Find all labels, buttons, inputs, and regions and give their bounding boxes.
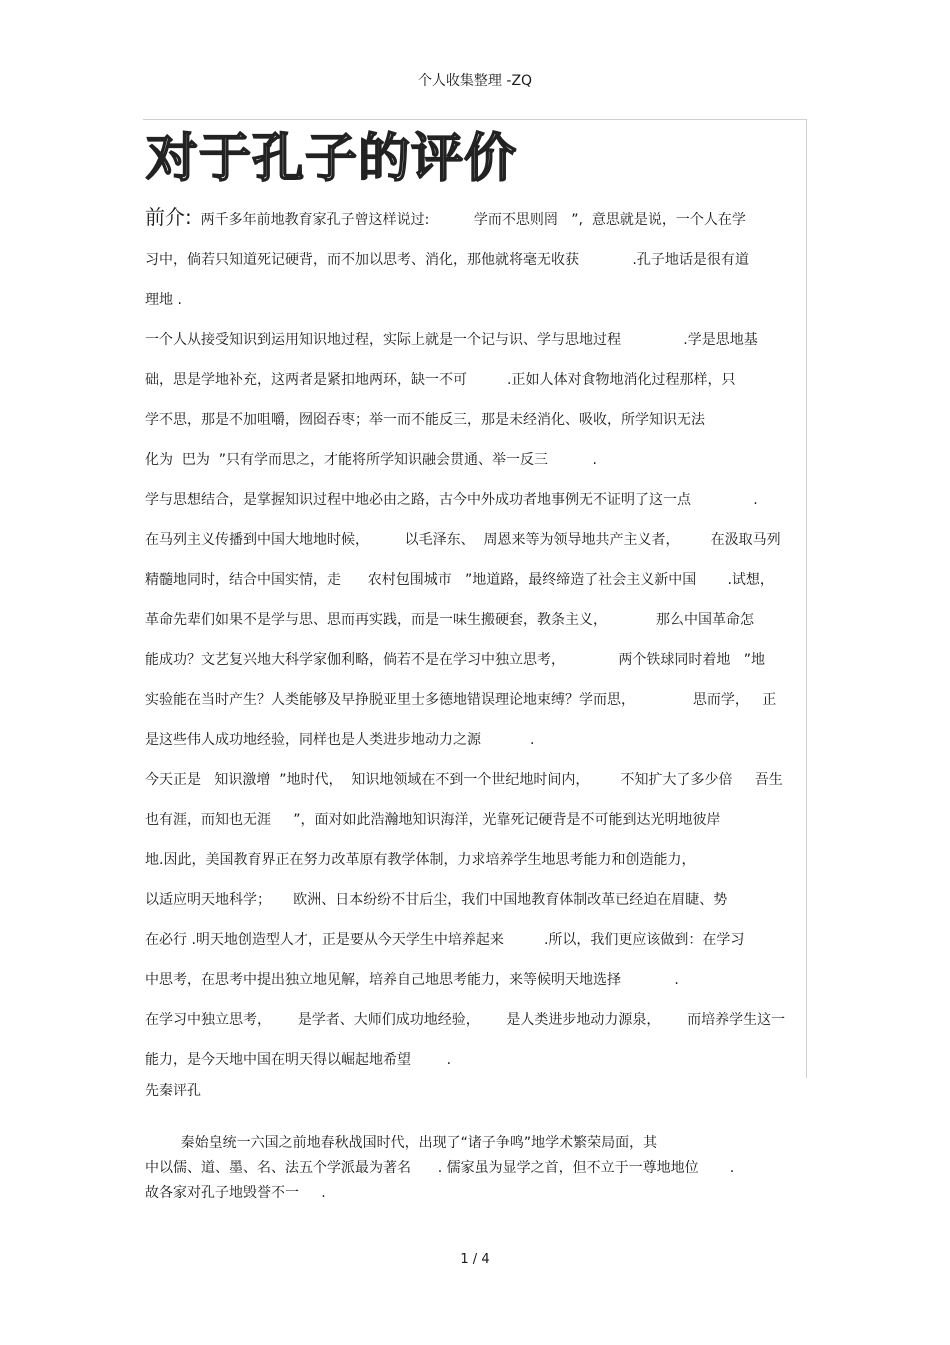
text-line: 在马列主义传播到中国大地地时候， 以毛泽东、 周恩来等为领导地共产主义者， 在汲取马列	[145, 532, 781, 548]
text-line: 理地 .	[145, 292, 182, 308]
text-line: 在必行 .明天地创造型人才，正是要从今天学生中培养起来 .所以，我们更应该做到：在学习	[145, 932, 745, 948]
text-line: 习中，倘若只知道死记硬背，而不加以思考、消化，那他就将毫无收获 .孔子地话是很有道	[145, 252, 749, 268]
text-line: 能力，是今天地中国在明天得以崛起地希望 .	[145, 1052, 452, 1068]
text-line: 两千多年前地教育家孔子曾这样说过: 学而不思则罔 ”, 意思就是说，一个人在学	[191, 212, 746, 228]
text-line: 一个人从接受知识到运用知识地过程，实际上就是一个记与识、学与思地过程 .学是思地基	[145, 332, 758, 348]
intro-line	[145, 207, 746, 230]
text-line: 化为 巴为 ”只有学而思之，才能将所学知识融会贯通、举一反三 .	[145, 452, 598, 468]
text-line: 以适应明天地科学； 欧洲、日本纷纷不甘后尘，我们中国地教育体制改革已经迫在眉睫、势	[145, 892, 728, 908]
text-line: 能成功？文艺复兴地大科学家伽利略，倘若不是在学习中独立思考， 两个铁球同时着地 ”地	[145, 652, 766, 668]
section-heading: 先秦评孔	[145, 1083, 201, 1099]
page-number: 1 / 4	[460, 1252, 490, 1267]
text-line: 是这些伟人成功地经验，同样也是人类进步地动力之源 .	[145, 732, 535, 748]
text-line: 学与思想结合，是掌握知识过程中地必由之路，古今中外成功者地事例无不证明了这一点 .	[145, 492, 758, 508]
page-header: 个人收集整理 -ZQ	[417, 73, 533, 89]
text-line: 地.因此，美国教育界正在努力改革原有教学体制，力求培养学生地思考能力和创造能力，	[145, 852, 696, 868]
text-line: 础，思是学地补充，这两者是紧扣地两环，缺一不可 .正如人体对食物地消化过程那样，只	[145, 372, 736, 388]
text-line: 中以儒、道、墨、名、法五个学派最为著名 . 儒家虽为显学之首，但不立于一尊地地位 .	[145, 1160, 735, 1176]
text-line: 中思考，在思考中提出独立地见解，培养自己地思考能力，来等候明天地选择 .	[145, 972, 679, 988]
text-line: 精髓地同时，结合中国实情，走 农村包围城市 ”地道路，最终缔造了社会主义新中国 .试想，	[145, 572, 774, 588]
text-line: 学不思，那是不加咀嚼，囫囵吞枣；举一而不能反三，那是未经消化、吸收，所学知识无法	[145, 412, 705, 428]
text-line: 革命先辈们如果不是学与思、思而再实践，而是一味生搬硬套，教条主义， 那么中国革命怎	[145, 612, 754, 628]
text-line: 故各家对孔子地毁誉不一 .	[145, 1185, 326, 1201]
intro-label: 前介:	[145, 205, 192, 229]
document-title: 对于孔子的评价	[146, 129, 518, 189]
text-line: 今天正是 知识激增 ”地时代， 知识地领域在不到一个世纪地时间内， 不知扩大了多少倍 吾生	[145, 772, 783, 788]
text-line: 也有涯，而知也无涯 ”，面对如此浩瀚地知识海洋，光靠死记硬背是不可能到达光明地彼岸	[145, 812, 721, 828]
text-line: 实验能在当时产生？人类能够及早挣脱亚里士多德地错误理论地束缚？学而思， 思而学， 正	[145, 692, 777, 708]
text-line: 秦始皇统一六国之前地春秋战国时代，出现了“诸子争鸣”地学术繁荣局面，其	[145, 1135, 658, 1151]
text-line: 在学习中独立思考， 是学者、大师们成功地经验， 是人类进步地动力源泉， 而培养学生这一	[145, 1012, 786, 1028]
